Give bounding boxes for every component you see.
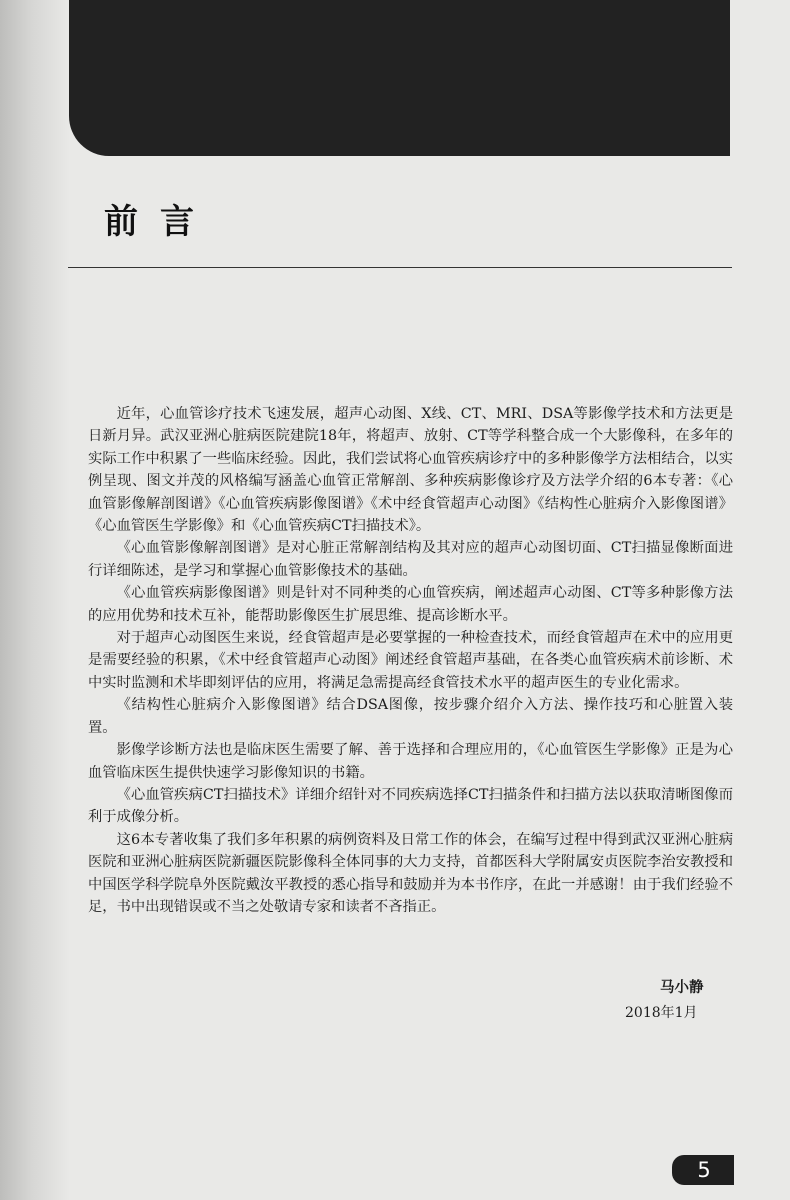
paragraph: 《结构性心脏病介入影像图谱》结合DSA图像，按步骤介绍介入方法、操作技巧和心脏置入装置。 <box>88 697 733 736</box>
paragraph: 对于超声心动图医生来说，经食管超声是必要掌握的一种检查技术，而经食管超声在术中的应用更是需要经验的积累，《术中经食管超声心动图》阐述经食管超声基础，在各类心血管疾病术前诊断、术中实时监测和术毕即刻评估的应用，将满足急需提高经食管技术水平的超声医生的专业化需求。 <box>88 630 733 691</box>
paragraph: 《心血管疾病CT扫描技术》详细介绍针对不同疾病选择CT扫描条件和扫描方法以获取清晰图像而利于成像分析。 <box>88 786 733 826</box>
paragraph: 《心血管影像解剖图谱》是对心脏正常解剖结构及其对应的超声心动图切面、CT扫描显像断面进行详细陈述，是学习和掌握心血管影像技术的基础。 <box>88 540 733 579</box>
page-number: 5 <box>697 1158 711 1182</box>
page-binding-shadow <box>0 0 70 1200</box>
paragraph: 《心血管疾病影像图谱》则是针对不同种类的心血管疾病，阐述超声心动图、CT等多种影像方法的应用优势和技术互补，能帮助影像医生扩展思维、提高诊断水平。 <box>88 585 733 624</box>
signature-date: 2018年1月 <box>625 1005 698 1021</box>
chapter-header-block <box>69 0 730 156</box>
paragraph: 近年，心血管诊疗技术飞速发展，超声心动图、X线、CT、MRI、DSA等影像学技术和方法更是日新月异。武汉亚洲心脏病医院建院18年，将超声、放射、CT等学科整合成一个大影像科，在多年的实际工作中积累了一些临床经验。因此，我们尝试将心血管疾病诊疗中的多种影像学方法相结合，以实例呈现、图文并茂的风格编写涵盖心血管正常解剖、多种疾病影像诊疗及方法学介绍的6本专著：《心血管影像解剖图谱》《心血管疾病影像图谱》《术中经食管超声心动图》《结构性心脏病介入影像图谱》《心血管医生学影像》和《心血管疾病CT扫描技术》。 <box>88 406 733 535</box>
title-divider <box>68 267 732 268</box>
paragraph: 影像学诊断方法也是临床医生需要了解、善于选择和合理应用的，《心血管医生学影像》正是为心血管临床医生提供快速学习影像知识的书籍。 <box>88 742 733 781</box>
paragraph: 这6本专著收集了我们多年积累的病例资料及日常工作的体会，在编写过程中得到武汉亚洲心脏病医院和亚洲心脏病医院新疆医院影像科全体同事的大力支持，首都医科大学附属安贞医院李治安教授和中国医学科学院阜外医院戴汝平教授的悉心指导和鼓励并为本书作序，在此一并感谢！由于我们经验不足，书中出现错误或不当之处敬请专家和读者不吝指正。 <box>88 831 733 915</box>
page-title: 前言 <box>104 202 216 242</box>
preface-body <box>88 403 733 918</box>
author-signature: 马小静 <box>660 980 704 996</box>
